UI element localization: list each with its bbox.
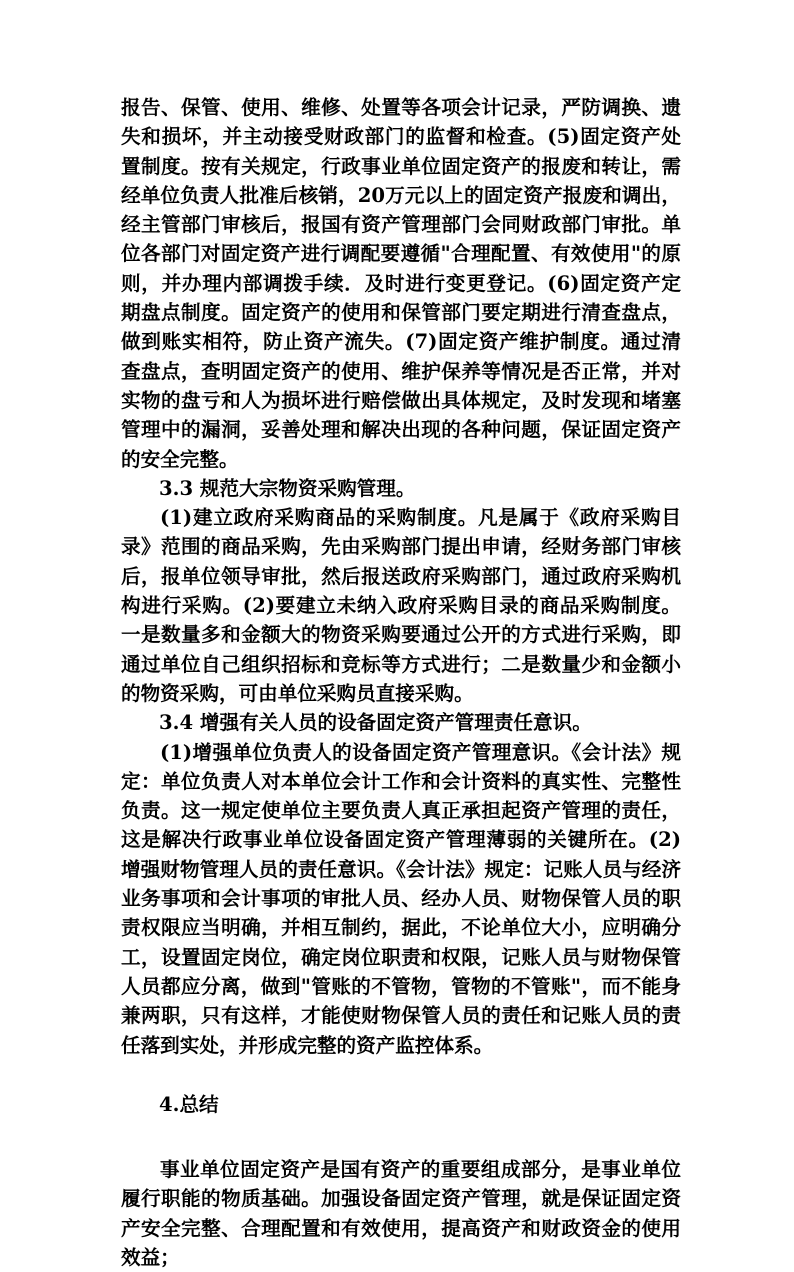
heading-3-3: 3.3 规范大宗物资采购管理。 bbox=[159, 476, 416, 500]
paragraph-4-summary: 事业单位固定资产是国有资产的重要组成部分，是事业单位履行职能的物质基础。加强设备固定资产管理，就是保证固定资产安全完整、合理配置和有效使用，提高资产和财政资金的使用效益； bbox=[121, 1158, 681, 1269]
heading-4-summary: 4.总结 bbox=[159, 1092, 219, 1116]
document-body bbox=[121, 93, 681, 1272]
section-spacer bbox=[121, 1060, 681, 1090]
section-spacer bbox=[121, 1119, 681, 1155]
heading-3-4: 3.4 增强有关人员的设备固定资产管理责任意识。 bbox=[159, 711, 592, 735]
paragraph-3-3: (1)建立政府采购商品的采购制度。凡是属于《政府采购目录》范围的商品采购，先由采购部门提出申请，经财务部门审核后，报单位领导审批，然后报送政府采购部门，通过政府采购机构进行采购。(2)要建立未纳入政府采购目录的商品采购制度。一是数量多和金额大的物资采购要通过公开的方式进行采购，即通过单位自己组织招标和竞标等方式进行；二是数量少和金额小的物资采购，可由单位采购员直接采购。 bbox=[121, 506, 681, 705]
paragraph-fixed-assets-continued: 报告、保管、使用、维修、处置等各项会计记录，严防调换、遗失和损坏，并主动接受财政部门的监督和检查。(5)固定资产处置制度。按有关规定，行政事业单位固定资产的报废和转让，需经单位负责人批准后核销，20万元以上的固定资产报废和调出，经主管部门审核后，报国有资产管理部门会同财政部门审批。单位各部门对固定资产进行调配要遵循"合理配置、有效使用"的原则，并办理内部调拨手续．及时进行变更登记。(6)固定资产定期盘点制度。固定资产的使用和保管部门要定期进行清查盘点，做到账实相符，防止资产流失。(7)固定资产维护制度。通过清查盘点，查明固定资产的使用、维护保养等情况是否正常，并对实物的盘亏和人为损坏进行赔偿做出具体规定，及时发现和堵塞管理中的漏洞，妥善处理和解决出现的各种问题，保证固定资产的安全完整。 bbox=[121, 96, 681, 471]
paragraph-3-4: (1)增强单位负责人的设备固定资产管理意识。《会计法》规定：单位负责人对本单位会计工作和会计资料的真实性、完整性负责。这一规定使单位主要负责人真正承担起资产管理的责任，这是解决行政事业单位设备固定资产管理薄弱的关键所在。(2)增强财物管理人员的责任意识。《会计法》规定：记账人员与经济业务事项和会计事项的审批人员、经办人员、财物保管人员的职责权限应当明确，并相互制约，据此，不论单位大小，应明确分工，设置固定岗位，确定岗位职责和权限，记账人员与财物保管人员都应分离，做到"管账的不管物，管物的不管账"，而不能身兼两职，只有这样，才能使财物保管人员的责任和记账人员的责任落到实处，并形成完整的资产监控体系。 bbox=[121, 740, 681, 1057]
